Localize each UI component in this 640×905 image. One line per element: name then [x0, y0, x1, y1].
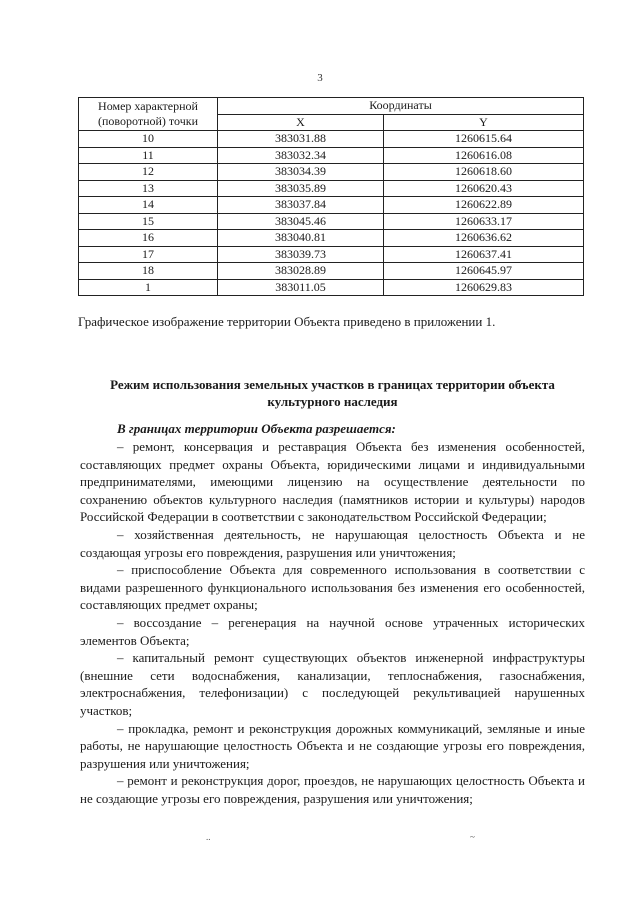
cell-y: 1260622.89 — [384, 197, 584, 214]
header-coords: Координаты — [218, 98, 584, 115]
table-row — [79, 147, 584, 164]
cell-x: 383028.89 — [218, 263, 384, 280]
table-row — [79, 263, 584, 280]
cell-y: 1260620.43 — [384, 180, 584, 197]
list-item: – ремонт, консервация и реставрация Объекта без изменения особенностей, составляющих предмет охраны Объекта, юридическими лицами и индивидуальными предпринимателями, имеющими лицензию на осуществление деятельности по сохранению объектов культурного наследия (памятников истории и культуры) народов Российской Федерации в соответствии с законодательством Российской Федерации; — [80, 439, 585, 525]
table-row — [79, 213, 584, 230]
section-title: Режим использования земельных участков в границах территории объекта культурного наследия — [110, 377, 555, 409]
cell-point: 14 — [79, 197, 218, 214]
footer-marks — [0, 832, 640, 842]
cell-point: 13 — [79, 180, 218, 197]
cell-x: 383031.88 — [218, 131, 384, 148]
list-item: – приспособление Объекта для современного использования в соответствии с видами разрешенного функционального использования без изменения его особенностей, составляющих предмет охраны; — [80, 562, 585, 613]
cell-x: 383039.73 — [218, 246, 384, 263]
list-item: – воссоздание – регенерация на научной основе утраченных исторических элементов Объекта; — [80, 614, 585, 648]
cell-point: 10 — [79, 131, 218, 148]
cell-x: 383032.34 — [218, 147, 384, 164]
table-body — [79, 131, 584, 296]
coordinates-table — [78, 97, 584, 296]
cell-x: 383045.46 — [218, 213, 384, 230]
table-row — [79, 164, 584, 181]
table-row — [79, 180, 584, 197]
cell-point: 16 — [79, 230, 218, 247]
cell-point: 12 — [79, 164, 218, 181]
table-row — [79, 197, 584, 214]
table-row — [79, 279, 584, 296]
header-x: X — [218, 114, 384, 131]
cell-x: 383037.84 — [218, 197, 384, 214]
cell-y: 1260637.41 — [384, 246, 584, 263]
subheading: В границах территории Объекта разрешается: — [117, 421, 396, 436]
footer-mark: ~ — [470, 832, 475, 842]
cell-y: 1260615.64 — [384, 131, 584, 148]
list-item: – прокладка, ремонт и реконструкция дорожных коммуникаций, земляные и иные работы, не нарушающие целостность Объекта и не создающие угрозы его повреждения, разрушения или уничтожения; — [80, 720, 585, 771]
list-item: – хозяйственная деятельность, не нарушающая целостность Объекта и не создающая угрозы его повреждения, разрушения или уничтожения; — [80, 526, 585, 560]
cell-x: 383040.81 — [218, 230, 384, 247]
caption: Графическое изображение территории Объекта приведено в приложении 1. — [78, 314, 496, 329]
table-row — [79, 246, 584, 263]
header-point: Номер характерной (поворотной) точки — [79, 98, 218, 131]
cell-y: 1260633.17 — [384, 213, 584, 230]
page-number: 3 — [317, 72, 323, 84]
cell-y: 1260618.60 — [384, 164, 584, 181]
cell-point: 1 — [79, 279, 218, 296]
cell-point: 15 — [79, 213, 218, 230]
list-item: – капитальный ремонт существующих объектов инженерной инфраструктуры (внешние сети водоснабжения, канализации, теплоснабжения, газоснабжения, электроснабжения, телефонизации) с последующей рекультивацией нарушенных участков; — [80, 650, 585, 718]
cell-y: 1260629.83 — [384, 279, 584, 296]
cell-y: 1260636.62 — [384, 230, 584, 247]
list-item: – ремонт и реконструкция дорог, проездов, не нарушающих целостность Объекта и не создающие угрозы его повреждения, разрушения или уничтожения; — [80, 773, 585, 806]
cell-x: 383035.89 — [218, 180, 384, 197]
table-row — [79, 131, 584, 148]
permitted-list — [80, 438, 585, 807]
cell-y: 1260616.08 — [384, 147, 584, 164]
cell-point: 17 — [79, 246, 218, 263]
cell-x: 383011.05 — [218, 279, 384, 296]
cell-point: 11 — [79, 147, 218, 164]
header-y: Y — [384, 114, 584, 131]
table-row — [79, 230, 584, 247]
cell-x: 383034.39 — [218, 164, 384, 181]
cell-point: 18 — [79, 263, 218, 280]
cell-y: 1260645.97 — [384, 263, 584, 280]
footer-mark: .. — [206, 832, 211, 842]
